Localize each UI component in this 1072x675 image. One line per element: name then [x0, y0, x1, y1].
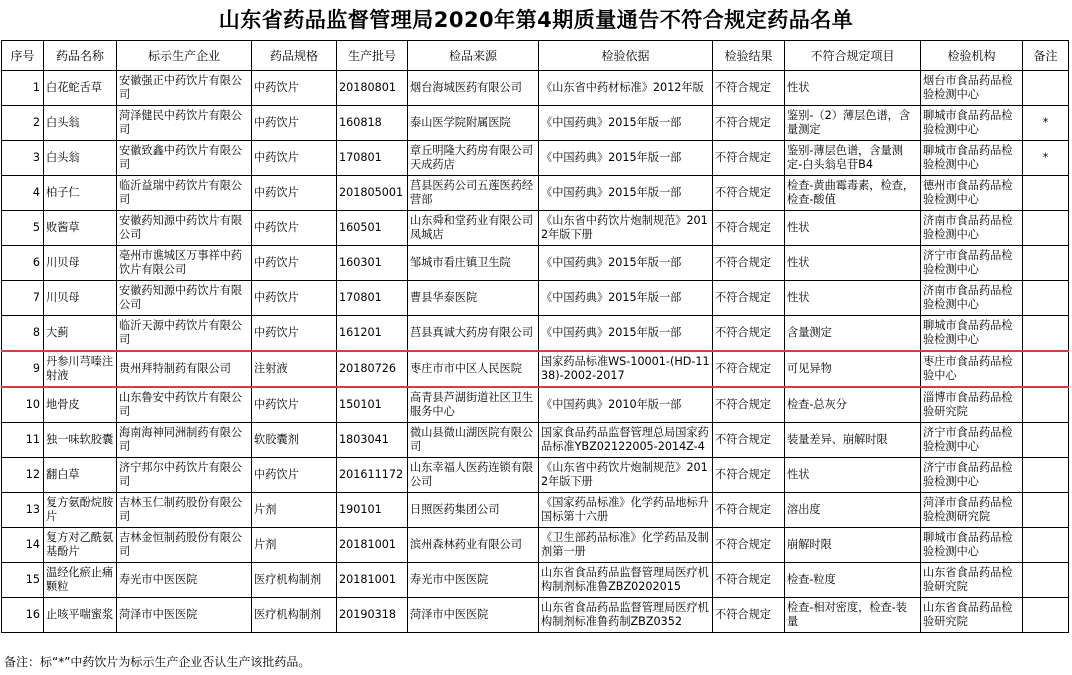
cell-note [1023, 598, 1069, 633]
cell-org: 聊城市食品药品检验检测中心 [921, 316, 1023, 352]
cell-org: 山东省食品药品检验研究院 [921, 563, 1023, 598]
cell-source: 寿光市中医医院 [408, 563, 539, 598]
cell-no: 8 [2, 316, 44, 352]
cell-name: 丹参川芎嗪注射液 [44, 351, 117, 387]
cell-source: 烟台海城医药有限公司 [408, 71, 539, 106]
cell-spec: 中药饮片 [252, 246, 337, 281]
cell-item: 性状 [785, 71, 921, 106]
cell-basis: 国家药品标准WS-10001-(HD-1138)-2002-2017 [539, 351, 713, 387]
cell-batch: 20180726 [337, 351, 408, 387]
table-row [2, 423, 1069, 458]
cell-source: 枣庄市市中区人民医院 [408, 351, 539, 387]
cell-name: 败酱草 [44, 211, 117, 246]
cell-no: 10 [2, 387, 44, 423]
cell-spec: 中药饮片 [252, 316, 337, 352]
cell-basis: 《中国药典》2015年版一部 [539, 281, 713, 316]
cell-batch: 160301 [337, 246, 408, 281]
cell-name: 复方对乙酰氨基酚片 [44, 528, 117, 563]
table-row [2, 211, 1069, 246]
cell-org: 济宁市食品药品检验检测中心 [921, 246, 1023, 281]
cell-org: 德州市食品药品检验检测中心 [921, 176, 1023, 211]
cell-org: 烟台市食品药品检验检测中心 [921, 71, 1023, 106]
cell-name: 白花蛇舌草 [44, 71, 117, 106]
cell-maker: 吉林金恒制药股份有限公司 [117, 528, 252, 563]
cell-item: 崩解时限 [785, 528, 921, 563]
cell-note [1023, 281, 1069, 316]
cell-spec: 中药饮片 [252, 176, 337, 211]
cell-spec: 软胶囊剂 [252, 423, 337, 458]
cell-note [1023, 351, 1069, 387]
cell-result: 不符合规定 [713, 176, 785, 211]
cell-basis: 《山东省中药材标准》2012年版 [539, 71, 713, 106]
cell-note [1023, 71, 1069, 106]
cell-basis: 《山东省中药饮片炮制规范》2012年版下册 [539, 458, 713, 493]
cell-basis: 《中国药典》2015年版一部 [539, 316, 713, 352]
cell-maker: 贵州拜特制药有限公司 [117, 351, 252, 387]
cell-source: 滨州森林药业有限公司 [408, 528, 539, 563]
cell-maker: 安徽强正中药饮片有限公司 [117, 71, 252, 106]
cell-maker: 山东鲁安中药饮片有限公司 [117, 387, 252, 423]
cell-maker: 菏泽健民中药饮片有限公司 [117, 106, 252, 141]
cell-spec: 中药饮片 [252, 106, 337, 141]
cell-batch: 1803041 [337, 423, 408, 458]
cell-item: 检查-总灰分 [785, 387, 921, 423]
table-row [2, 528, 1069, 563]
cell-no: 16 [2, 598, 44, 633]
cell-note [1023, 211, 1069, 246]
cell-maker: 安徽致鑫中药饮片有限公司 [117, 141, 252, 176]
header-maker: 标示生产企业 [117, 41, 252, 71]
cell-no: 13 [2, 493, 44, 528]
table-row [2, 71, 1069, 106]
cell-no: 11 [2, 423, 44, 458]
cell-batch: 190101 [337, 493, 408, 528]
cell-name: 温经化瘀止痛颗粒 [44, 563, 117, 598]
page-title: 山东省药品监督管理局2020年第4期质量通告不符合规定药品名单 [218, 8, 854, 32]
cell-name: 川贝母 [44, 281, 117, 316]
cell-name: 地骨皮 [44, 387, 117, 423]
cell-source: 菏泽市中医医院 [408, 598, 539, 633]
cell-name: 川贝母 [44, 246, 117, 281]
cell-name: 独一味软胶囊 [44, 423, 117, 458]
table-row [2, 141, 1069, 176]
cell-source: 曹县华泰医院 [408, 281, 539, 316]
table-header-row [2, 41, 1069, 71]
cell-note [1023, 316, 1069, 352]
cell-result: 不符合规定 [713, 351, 785, 387]
cell-note [1023, 246, 1069, 281]
header-org: 检验机构 [921, 41, 1023, 71]
cell-name: 白头翁 [44, 106, 117, 141]
cell-no: 7 [2, 281, 44, 316]
cell-note [1023, 458, 1069, 493]
cell-source: 莒县真诚大药房有限公司 [408, 316, 539, 352]
recall-table [1, 40, 1069, 633]
cell-maker: 寿光市中医医院 [117, 563, 252, 598]
cell-batch: 20181001 [337, 563, 408, 598]
header-result: 检验结果 [713, 41, 785, 71]
header-name: 药品名称 [44, 41, 117, 71]
cell-name: 大蓟 [44, 316, 117, 352]
cell-org: 济南市食品药品检验检测中心 [921, 281, 1023, 316]
cell-item: 鉴别-薄层色谱，含量测定-白头翁皂苷B4 [785, 141, 921, 176]
cell-source: 山东幸福人医药连锁有限公司 [408, 458, 539, 493]
cell-result: 不符合规定 [713, 598, 785, 633]
cell-batch: 201805001 [337, 176, 408, 211]
cell-result: 不符合规定 [713, 316, 785, 352]
footnote: 备注：标“*”中药饮片为标示生产企业否认生产该批药品。 [4, 655, 311, 669]
cell-source: 莒县医药公司五莲医药经营部 [408, 176, 539, 211]
cell-item: 装量差异、崩解时限 [785, 423, 921, 458]
cell-batch: 20181001 [337, 528, 408, 563]
cell-source: 微山县微山湖医院有限公司 [408, 423, 539, 458]
cell-basis: 《中国药典》2015年版一部 [539, 246, 713, 281]
cell-item: 性状 [785, 281, 921, 316]
header-spec: 药品规格 [252, 41, 337, 71]
cell-org: 济宁市食品药品检验检测中心 [921, 423, 1023, 458]
cell-item: 检查-黄曲霉毒素，检查，检查-酸值 [785, 176, 921, 211]
cell-result: 不符合规定 [713, 106, 785, 141]
cell-no: 2 [2, 106, 44, 141]
cell-item: 可见异物 [785, 351, 921, 387]
cell-item: 鉴别-（2）薄层色谱，含量测定 [785, 106, 921, 141]
cell-spec: 片剂 [252, 528, 337, 563]
table-row [2, 598, 1069, 633]
cell-basis: 山东省食品药品监督管理局医疗机构制剂标准鲁药制ZBZ0352 [539, 598, 713, 633]
table-row [2, 281, 1069, 316]
cell-name: 止咳平喘蜜浆 [44, 598, 117, 633]
cell-result: 不符合规定 [713, 528, 785, 563]
cell-result: 不符合规定 [713, 458, 785, 493]
cell-spec: 中药饮片 [252, 387, 337, 423]
cell-org: 聊城市食品药品检验检测中心 [921, 106, 1023, 141]
header-note: 备注 [1023, 41, 1069, 71]
cell-org: 聊城市食品药品检验检测中心 [921, 141, 1023, 176]
cell-spec: 医疗机构制剂 [252, 563, 337, 598]
cell-maker: 临沂益瑞中药饮片有限公司 [117, 176, 252, 211]
cell-note: * [1023, 106, 1069, 141]
cell-result: 不符合规定 [713, 423, 785, 458]
cell-no: 3 [2, 141, 44, 176]
cell-item: 溶出度 [785, 493, 921, 528]
cell-no: 14 [2, 528, 44, 563]
cell-item: 含量测定 [785, 316, 921, 352]
cell-org: 菏泽市食品药品检验检测研究院 [921, 493, 1023, 528]
cell-note [1023, 176, 1069, 211]
cell-spec: 中药饮片 [252, 141, 337, 176]
cell-basis: 《中国药典》2010年版一部 [539, 387, 713, 423]
table-row [2, 316, 1069, 352]
cell-spec: 注射液 [252, 351, 337, 387]
cell-batch: 170801 [337, 141, 408, 176]
cell-basis: 《国家药品标准》化学药品地标升国标第十六册 [539, 493, 713, 528]
cell-spec: 片剂 [252, 493, 337, 528]
cell-basis: 山东省食品药品监督管理局医疗机构制剂标准鲁ZBZ0202015 [539, 563, 713, 598]
cell-item: 性状 [785, 458, 921, 493]
cell-note: * [1023, 141, 1069, 176]
cell-spec: 医疗机构制剂 [252, 598, 337, 633]
cell-name: 翻白草 [44, 458, 117, 493]
cell-result: 不符合规定 [713, 493, 785, 528]
cell-org: 枣庄市食品药品检验中心 [921, 351, 1023, 387]
cell-result: 不符合规定 [713, 71, 785, 106]
table-row [2, 493, 1069, 528]
cell-maker: 济宁邦尔中药饮片有限公司 [117, 458, 252, 493]
cell-maker: 菏泽市中医医院 [117, 598, 252, 633]
cell-batch: 201611172 [337, 458, 408, 493]
cell-batch: 160501 [337, 211, 408, 246]
cell-batch: 160818 [337, 106, 408, 141]
cell-result: 不符合规定 [713, 281, 785, 316]
cell-no: 6 [2, 246, 44, 281]
cell-result: 不符合规定 [713, 211, 785, 246]
cell-batch: 161201 [337, 316, 408, 352]
cell-source: 章丘明隆大药房有限公司天成药店 [408, 141, 539, 176]
cell-item: 检查-相对密度，检查-装量 [785, 598, 921, 633]
cell-spec: 中药饮片 [252, 458, 337, 493]
header-item: 不符合规定项目 [785, 41, 921, 71]
cell-org: 聊城市食品药品检验检测中心 [921, 528, 1023, 563]
cell-maker: 安徽药知源中药饮片有限公司 [117, 211, 252, 246]
table-row [2, 458, 1069, 493]
cell-item: 检查-粒度 [785, 563, 921, 598]
cell-item: 性状 [785, 246, 921, 281]
cell-note [1023, 493, 1069, 528]
cell-source: 高青县芦湖街道社区卫生服务中心 [408, 387, 539, 423]
header-no: 序号 [2, 41, 44, 71]
cell-name: 白头翁 [44, 141, 117, 176]
cell-name: 柏子仁 [44, 176, 117, 211]
cell-source: 泰山医学院附属医院 [408, 106, 539, 141]
cell-maker: 临沂天源中药饮片有限公司 [117, 316, 252, 352]
header-batch: 生产批号 [337, 41, 408, 71]
cell-no: 4 [2, 176, 44, 211]
cell-note [1023, 423, 1069, 458]
table-row [2, 387, 1069, 423]
cell-note [1023, 387, 1069, 423]
cell-note [1023, 528, 1069, 563]
cell-basis: 《卫生部药品标准》化学药品及制剂第一册 [539, 528, 713, 563]
cell-basis: 国家食品药品监督管理总局国家药品标准YBZ02122005-2014Z-4 [539, 423, 713, 458]
cell-maker: 亳州市谯城区万事祥中药饮片有限公司 [117, 246, 252, 281]
cell-result: 不符合规定 [713, 141, 785, 176]
cell-maker: 安徽药知源中药饮片有限公司 [117, 281, 252, 316]
cell-source: 邹城市看庄镇卫生院 [408, 246, 539, 281]
table-row [2, 563, 1069, 598]
cell-basis: 《中国药典》2015年版一部 [539, 176, 713, 211]
cell-batch: 150101 [337, 387, 408, 423]
cell-maker: 吉林玉仁制药股份有限公司 [117, 493, 252, 528]
cell-source: 日照医药集团公司 [408, 493, 539, 528]
cell-source: 山东舜和堂药业有限公司凤城店 [408, 211, 539, 246]
cell-spec: 中药饮片 [252, 281, 337, 316]
cell-spec: 中药饮片 [252, 211, 337, 246]
cell-basis: 《中国药典》2015年版一部 [539, 106, 713, 141]
cell-note [1023, 563, 1069, 598]
header-basis: 检验依据 [539, 41, 713, 71]
cell-no: 15 [2, 563, 44, 598]
cell-batch: 20190318 [337, 598, 408, 633]
cell-no: 9 [2, 351, 44, 387]
cell-org: 济南市食品药品检验检测中心 [921, 211, 1023, 246]
cell-result: 不符合规定 [713, 387, 785, 423]
cell-batch: 20180801 [337, 71, 408, 106]
cell-name: 复方氨酚烷胺片 [44, 493, 117, 528]
cell-org: 淄博市食品药品检验研究院 [921, 387, 1023, 423]
table-row [2, 106, 1069, 141]
cell-spec: 中药饮片 [252, 71, 337, 106]
cell-no: 5 [2, 211, 44, 246]
cell-result: 不符合规定 [713, 246, 785, 281]
cell-maker: 海南海神同洲制药有限公司 [117, 423, 252, 458]
header-source: 检品来源 [408, 41, 539, 71]
table-row [2, 176, 1069, 211]
cell-no: 1 [2, 71, 44, 106]
cell-no: 12 [2, 458, 44, 493]
cell-item: 性状 [785, 211, 921, 246]
cell-batch: 170801 [337, 281, 408, 316]
cell-org: 山东省食品药品检验研究院 [921, 598, 1023, 633]
cell-result: 不符合规定 [713, 563, 785, 598]
cell-basis: 《山东省中药饮片炮制规范》2012年版下册 [539, 211, 713, 246]
cell-org: 济宁市食品药品检验检测中心 [921, 458, 1023, 493]
table-row [2, 246, 1069, 281]
table-row [2, 351, 1069, 387]
cell-basis: 《中国药典》2015年版一部 [539, 141, 713, 176]
